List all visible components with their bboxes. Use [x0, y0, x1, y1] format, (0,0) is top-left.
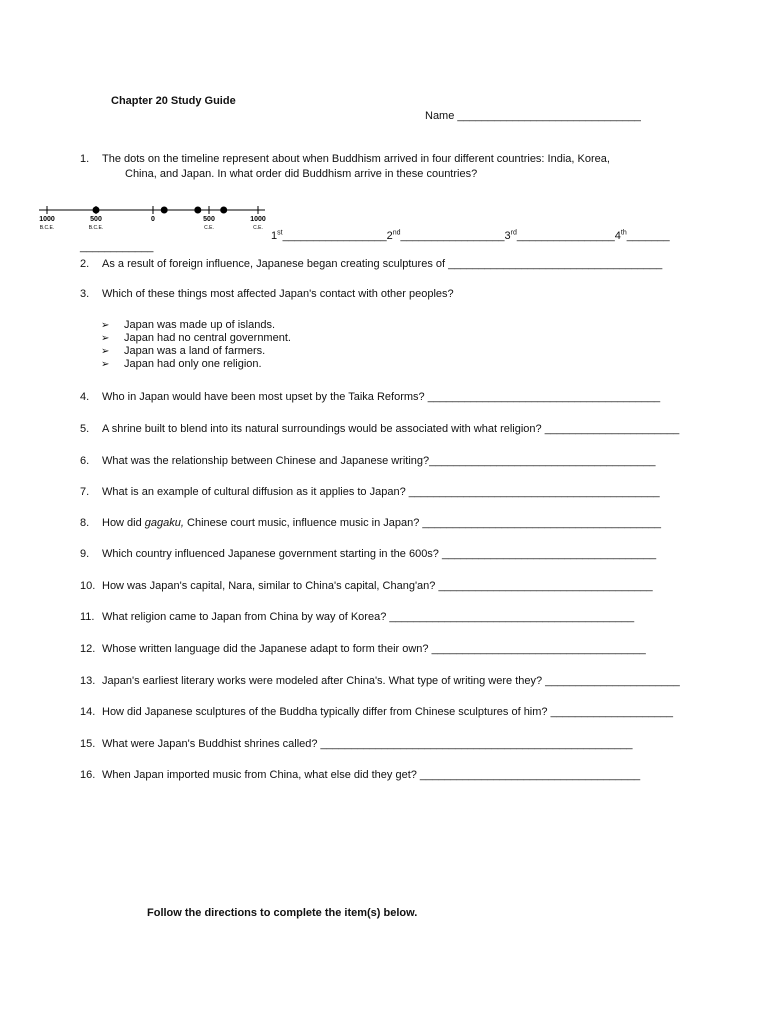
question-9 — [80, 548, 710, 560]
timeline-tick-label: 1000 — [39, 216, 55, 223]
order-answer-continuation[interactable]: ____________ — [80, 241, 154, 253]
fourth-label: 4 — [614, 230, 621, 242]
question-3 — [80, 288, 710, 300]
timeline-dot — [93, 207, 100, 214]
question-12 — [80, 643, 710, 655]
first-label: 1 — [271, 230, 278, 242]
question-number: 2. — [80, 258, 90, 270]
second-sup: nd — [392, 229, 401, 237]
question-number: 11. — [80, 611, 95, 623]
timeline-tick-label: 500 — [90, 216, 102, 223]
timeline-era-label: C.E. — [253, 225, 263, 231]
arrow-bullet-icon: ➢ — [101, 359, 110, 370]
question-number: 1. — [80, 153, 90, 165]
page-title: Chapter 20 Study Guide — [111, 95, 236, 107]
q3-options-list — [101, 319, 291, 371]
arrow-bullet-icon: ➢ — [101, 346, 110, 357]
option-text: Japan was made up of islands. — [124, 319, 276, 331]
list-item — [101, 319, 291, 332]
question-text: Japan's earliest literary works were modeled after China's. What type of writing were they? ______________________ — [102, 675, 680, 687]
question-text: Which of these things most affected Japan's contact with other peoples? — [102, 288, 454, 300]
arrow-bullet-icon: ➢ — [101, 333, 110, 344]
question-text: What is an example of cultural diffusion as it applies to Japan? _________________________________________ — [102, 486, 660, 498]
question-number: 5. — [80, 423, 90, 435]
timeline-tick-label: 500 — [203, 216, 215, 223]
option-text: Japan had only one religion. — [124, 358, 262, 370]
question-number: 14. — [80, 706, 96, 718]
timeline-tick-label: 0 — [151, 216, 155, 223]
question-4 — [80, 391, 710, 403]
question-number: 12. — [80, 643, 96, 655]
order-answer-line[interactable] — [271, 230, 670, 242]
question-text: A shrine built to blend into its natural surroundings would be associated with what religion? ______________________ — [102, 423, 680, 435]
question-text: Which country influenced Japanese government starting in the 600s? ___________________________________ — [102, 548, 657, 560]
question-text-italic: gagaku, — [144, 517, 184, 529]
fourth-blank[interactable]: _______ — [626, 230, 670, 242]
timeline-era-label: B.C.E. — [88, 225, 104, 231]
question-2 — [80, 258, 710, 270]
timeline-era-label: B.C.E. — [39, 225, 55, 231]
question-text: Whose written language did the Japanese adapt to form their own? ___________________________________ — [102, 643, 646, 655]
question-16 — [80, 769, 710, 781]
question-text: How did Japanese sculptures of the Buddha typically differ from Chinese sculptures of him? ____________________ — [102, 706, 673, 718]
question-text: What religion came to Japan from China by way of Korea? ________________________________________ — [102, 611, 635, 623]
third-sup: rd — [510, 229, 517, 237]
fourth-sup: th — [620, 229, 627, 237]
question-text-post: Chinese court music, influence music in Japan? _______________________________________ — [183, 517, 661, 529]
question-number: 4. — [80, 391, 90, 403]
buddhism-timeline — [32, 201, 272, 235]
timeline-dot — [194, 207, 201, 214]
list-item — [101, 345, 291, 358]
timeline-dot — [220, 207, 227, 214]
question-6 — [80, 455, 710, 467]
name-field[interactable]: Name ______________________________ — [425, 110, 641, 122]
question-1 — [80, 153, 710, 180]
question-text: When Japan imported music from China, what else did they get? ____________________________________ — [102, 769, 641, 781]
question-number: 13. — [80, 675, 96, 687]
question-13 — [80, 675, 710, 687]
list-item — [101, 358, 291, 371]
third-blank[interactable]: ________________ — [516, 230, 615, 242]
option-text: Japan was a land of farmers. — [124, 345, 266, 357]
question-text: What were Japan's Buddhist shrines called? ___________________________________________________ — [102, 738, 633, 750]
question-text — [102, 517, 661, 529]
question-text: The dots on the timeline represent about when Buddhism arrived in four different countries: India, Korea, — [102, 153, 610, 165]
question-number: 9. — [80, 548, 90, 560]
question-10 — [80, 580, 710, 592]
question-text-pre: How did — [102, 517, 145, 529]
option-text: Japan had no central government. — [124, 332, 291, 344]
question-number: 16. — [80, 769, 96, 781]
follow-directions: Follow the directions to complete the item(s) below. — [147, 907, 418, 919]
timeline-tick-label: 1000 — [250, 216, 266, 223]
first-blank[interactable]: _________________ — [282, 230, 387, 242]
second-label: 2 — [386, 230, 393, 242]
question-text: What was the relationship between Chinese and Japanese writing?_____________________________________ — [102, 455, 656, 467]
question-text-continued: China, and Japan. In what order did Buddhism arrive in these countries? — [125, 168, 478, 180]
question-8 — [80, 517, 710, 529]
question-number: 6. — [80, 455, 90, 467]
question-5 — [80, 423, 710, 435]
question-11 — [80, 611, 710, 623]
question-text: Who in Japan would have been most upset by the Taika Reforms? ______________________________________ — [102, 391, 661, 403]
question-14 — [80, 706, 710, 718]
timeline-dot — [161, 207, 168, 214]
question-15 — [80, 738, 710, 750]
first-sup: st — [277, 229, 283, 237]
question-text: As a result of foreign influence, Japanese began creating sculptures of ___________________________________ — [102, 258, 663, 270]
second-blank[interactable]: _________________ — [400, 230, 505, 242]
question-number: 15. — [80, 738, 96, 750]
list-item — [101, 332, 291, 345]
question-number: 3. — [80, 288, 90, 300]
third-label: 3 — [504, 230, 511, 242]
timeline-era-label: C.E. — [204, 225, 214, 231]
question-number: 8. — [80, 517, 90, 529]
question-7 — [80, 486, 710, 498]
question-text: How was Japan's capital, Nara, similar to China's capital, Chang'an? ___________________________________ — [102, 580, 653, 592]
arrow-bullet-icon: ➢ — [101, 320, 110, 331]
question-number: 7. — [80, 486, 90, 498]
question-number: 10. — [80, 580, 96, 592]
timeline-labels — [39, 216, 266, 231]
